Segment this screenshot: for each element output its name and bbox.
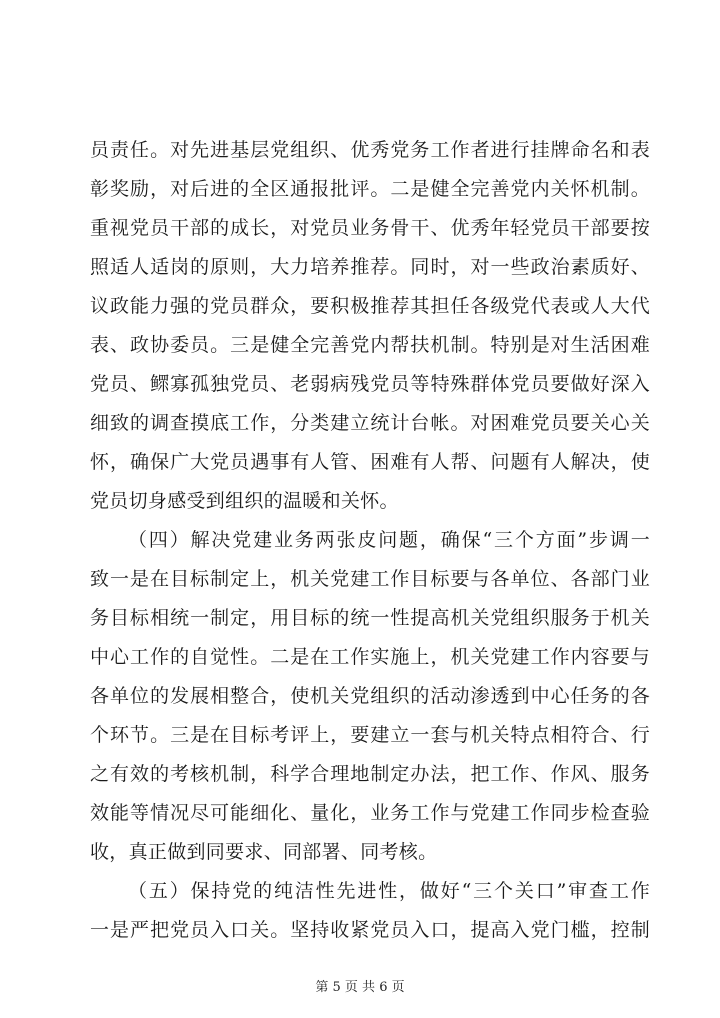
body-line-12: 致一是在目标制定上，机关党建工作目标要与各单位、各部门业 bbox=[90, 568, 650, 590]
body-line-10: 党员切身感受到组织的温暖和关怀。 bbox=[90, 490, 399, 512]
section-heading-4: （四）解决党建业务两张皮问题，确保“三个方面”步调一 bbox=[128, 529, 650, 551]
body-line-6: 表、政协委员。三是健全完善党内帮扶机制。特别是对生活困难 bbox=[90, 334, 650, 356]
body-line-4: 照适人适岗的原则，大力培养推荐。同时，对一些政治素质好、 bbox=[90, 256, 650, 278]
body-line-2: 彰奖励，对后进的全区通报批评。二是健全完善党内关怀机制。 bbox=[90, 178, 650, 200]
page-footer: 第 5 页 共 6 页 bbox=[315, 980, 405, 995]
body-line-17: 之有效的考核机制，科学合理地制定办法，把工作、作风、服务 bbox=[90, 763, 650, 785]
body-line-16: 个环节。三是在目标考评上，要建立一套与机关特点相符合、行 bbox=[90, 724, 650, 746]
body-line-18: 效能等情况尽可能细化、量化，业务工作与党建工作同步检查验 bbox=[90, 802, 650, 824]
body-line-15: 各单位的发展相整合，使机关党组织的活动渗透到中心任务的各 bbox=[90, 685, 650, 707]
body-line-21: 一是严把党员入口关。坚持收紧党员入口，提高入党门槛，控制 bbox=[90, 919, 650, 941]
body-line-1: 员责任。对先进基层党组织、优秀党务工作者进行挂牌命名和表 bbox=[90, 139, 650, 161]
body-line-8: 细致的调查摸底工作，分类建立统计台帐。对困难党员要关心关 bbox=[90, 412, 650, 434]
body-line-3: 重视党员干部的成长，对党员业务骨干、优秀年轻党员干部要按 bbox=[90, 217, 650, 239]
body-line-5: 议政能力强的党员群众，要积极推荐其担任各级党代表或人大代 bbox=[90, 295, 650, 317]
section-heading-5: （五）保持党的纯洁性先进性，做好“三个关口”审查工作 bbox=[128, 880, 650, 902]
body-line-14: 中心工作的自觉性。二是在工作实施上，机关党建工作内容要与 bbox=[90, 646, 650, 668]
body-line-19: 收，真正做到同要求、同部署、同考核。 bbox=[90, 841, 438, 863]
body-line-7: 党员、鳏寡孤独党员、老弱病残党员等特殊群体党员要做好深入 bbox=[90, 373, 650, 395]
body-line-9: 怀，确保广大党员遇事有人管、困难有人帮、问题有人解决，使 bbox=[90, 451, 650, 473]
body-line-13: 务目标相统一制定，用目标的统一性提高机关党组织服务于机关 bbox=[90, 607, 650, 629]
